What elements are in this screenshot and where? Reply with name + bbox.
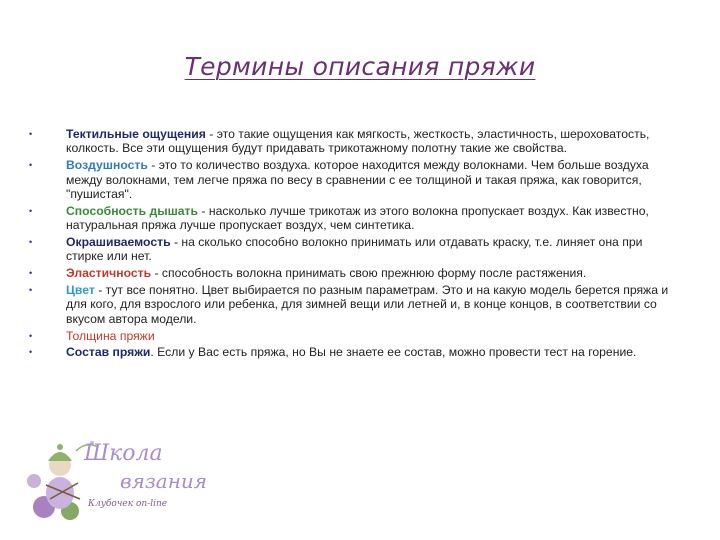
terms-list xyxy=(29,127,669,362)
bullet-icon: • xyxy=(29,347,33,358)
term-item xyxy=(29,127,669,156)
term-description: - насколько лучше трикотаж из этого волокна пропускает воздух. Как известно, натуральная пряжа лучше пропускает воздух, чем синтетика. xyxy=(66,203,649,233)
term-description: - на сколько способно волокно принимать или отдавать краску, т.е. линяет она при стирке или нет. xyxy=(66,235,643,264)
term-description: - тут все понятно. Цвет выбирается по разным параметрам. Это и на какую модель берется пряжа и для кого, для взрослого или ребенка, для зимней вещи или летней и, в конце концов, в соответствии со вкусом автора модели. xyxy=(66,283,669,326)
logo-line-3: Клубочек on-line xyxy=(88,499,168,509)
term-name: Воздушность xyxy=(66,158,148,173)
term-name: Эластичность xyxy=(66,266,152,281)
logo-line-2: вязания xyxy=(120,469,208,493)
term-item xyxy=(29,204,669,233)
page-title: Термины описания пряжи xyxy=(184,52,536,81)
term-name: Способность дышать xyxy=(66,203,199,218)
bullet-icon: • xyxy=(29,330,33,341)
bullet-icon: • xyxy=(29,237,33,248)
logo-line-1: Школа xyxy=(84,441,163,466)
term-description: - это то количество воздуха. которое находится между волокнами. Чем больше воздуха между волокнами, тем легче пряжа по весу в сравнении с ее толщиной и такая пряжа, как говорится, "пушистая". xyxy=(66,158,649,202)
term-item xyxy=(29,329,669,343)
bullet-icon: • xyxy=(29,129,33,139)
term-name: Толщина пряжи xyxy=(66,328,155,343)
school-logo xyxy=(26,433,216,523)
bullet-icon: • xyxy=(29,160,33,171)
term-description: . Если у Вас есть пряжа, но Вы не знаете ее состав, можно провести тест на горение. xyxy=(150,345,637,360)
term-item xyxy=(29,266,669,280)
term-name: Цвет xyxy=(66,283,95,298)
term-item xyxy=(29,158,669,201)
bullet-icon: • xyxy=(29,285,33,296)
bullet-icon: • xyxy=(29,205,33,216)
term-description: - способность волокна принимать свою прежнюю форму после растяжения. xyxy=(151,266,587,281)
term-name: Состав пряжи xyxy=(66,345,151,360)
term-item xyxy=(29,283,669,326)
term-name: Окрашиваемость xyxy=(66,235,171,250)
term-item xyxy=(29,235,669,264)
term-name: Тектильные ощущения xyxy=(66,127,206,141)
term-item xyxy=(29,345,669,359)
term-description: - это такие ощущения как мягкость, жесткость, эластичность, шероховатость, колкость. Все эти ощущения будут придавать трикотажному полотну такие же свойства. xyxy=(66,127,650,156)
bullet-icon: • xyxy=(29,268,33,279)
